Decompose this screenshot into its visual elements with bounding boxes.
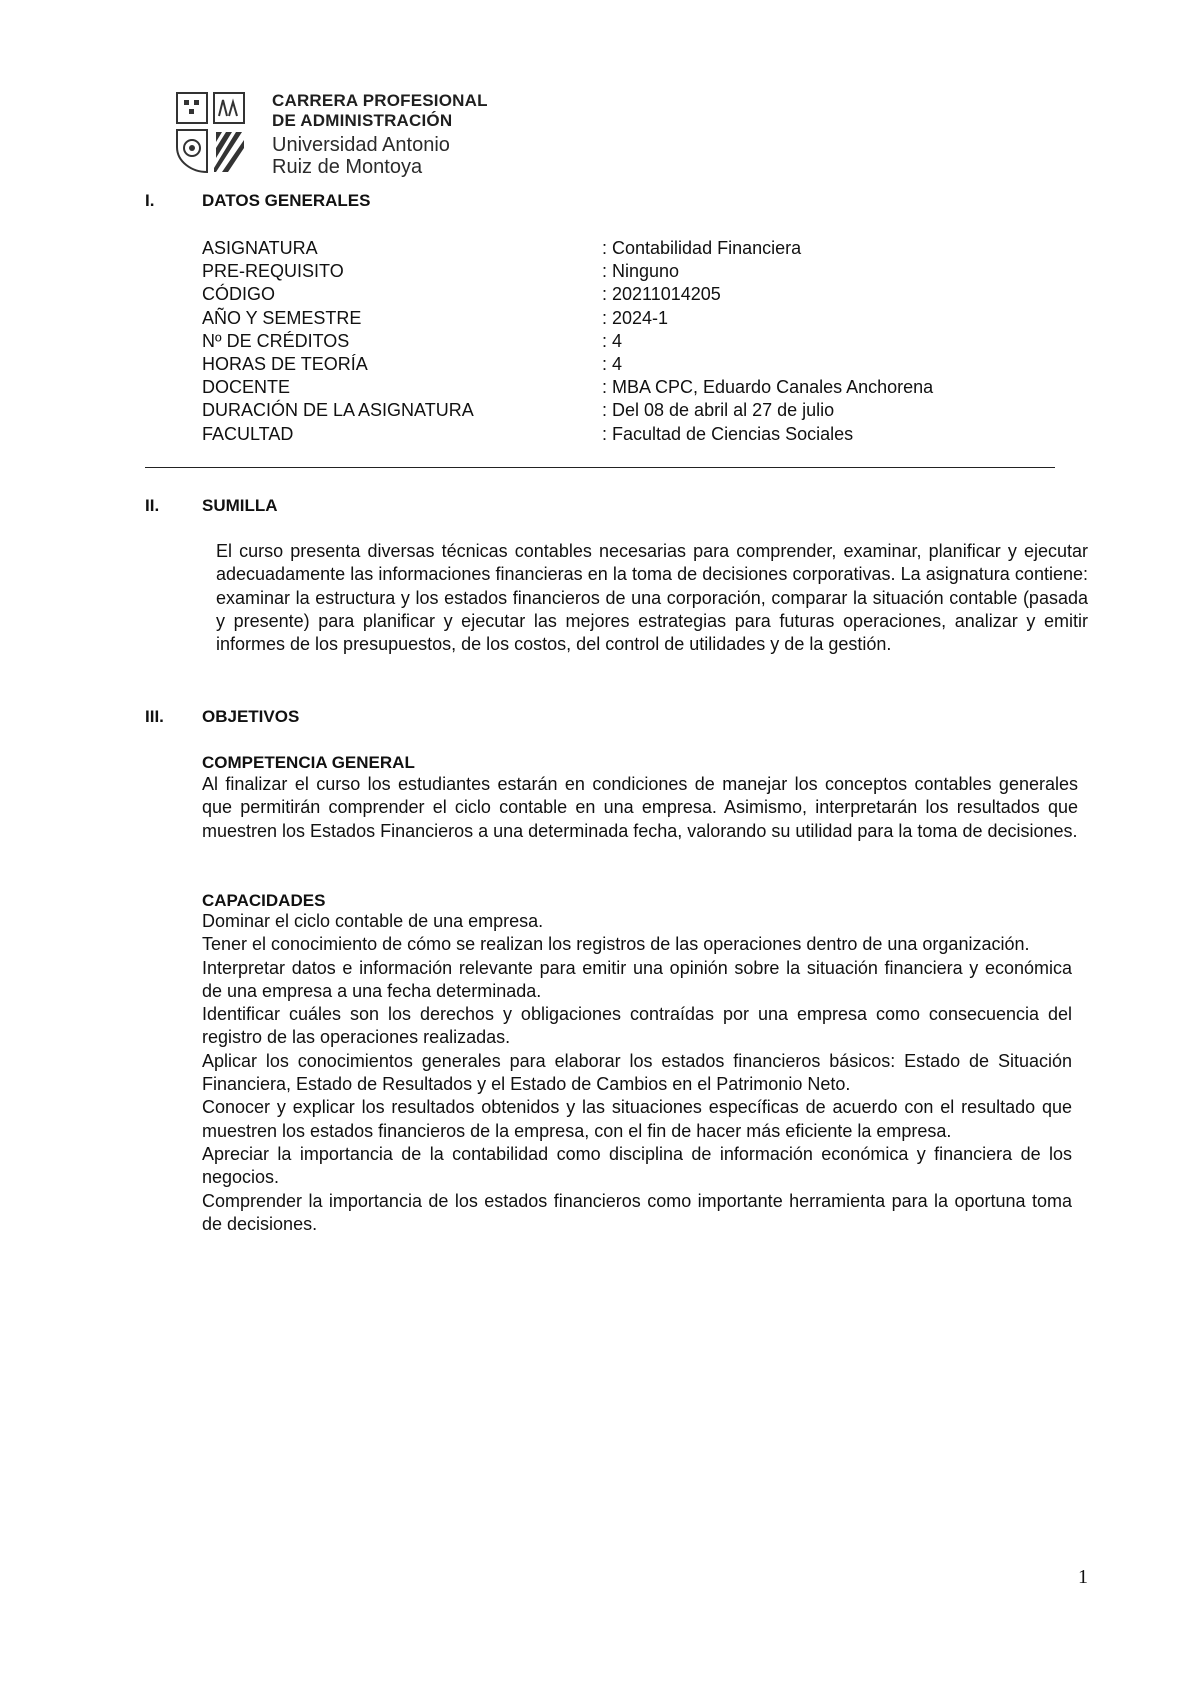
sumilla-paragraph [216,540,1088,656]
data-value: : 20211014205 [602,284,721,304]
section-2-number: II. [145,496,160,515]
section-3-title: OBJETIVOS [202,707,300,726]
data-label: ASIGNATURA [202,238,318,258]
competencia-general-paragraph [202,773,1078,843]
data-label: AÑO Y SEMESTRE [202,308,362,328]
data-value: : Del 08 de abril al 27 de julio [602,400,835,420]
logo-university-line2: Ruiz de Montoya [272,156,423,178]
data-value: : MBA CPC, Eduardo Canales Anchorena [602,377,934,397]
data-value: : Contabilidad Financiera [602,238,802,258]
data-label: Nº DE CRÉDITOS [202,331,350,351]
section-3-number: III. [145,707,164,726]
list-item: Aplicar los conocimientos generales para elaborar los estados financieros básicos: Estado de Situación Financiera, Estado de Resultados y el Estado de Cambios en el Patrimonio Neto. [202,1050,1072,1095]
list-item: Comprender la importancia de los estados financieros como importante herramienta para la oportuna toma de decisiones. [202,1190,1072,1234]
data-value: : Ninguno [602,261,680,281]
list-item: Identificar cuáles son los derechos y obligaciones contraídas por una empresa como consecuencia del registro de las operaciones realizadas. [202,1004,1072,1048]
university-logo [176,92,516,178]
data-label: DOCENTE [202,377,291,397]
data-value: : 4 [602,354,623,374]
sumilla-text: El curso presenta diversas técnicas contables necesarias para comprender, examinar, planificar y ejecutar adecuadamente las informaciones financieras en la toma de decisiones corporativas. La asignatura contiene: examinar la estructura y los estados financieros de una corporación, comparar la situación contable (pasada y presente) para planificar y ejecutar las mejores estrategias para futuras operaciones, analizar y emitir informes de los presupuestos, de los costos, del control de utilidades y de la gestión. [216,541,1088,655]
section-1-number: I. [145,191,155,210]
page-number: 1 [1078,1566,1088,1588]
section-2-title: SUMILLA [202,496,278,515]
data-value: : 2024-1 [602,308,669,328]
competencia-general-text: Al finalizar el curso los estudiantes estarán en condiciones de manejar los conceptos contables generales que permitirán comprender el ciclo contable en una empresa. Asimismo, interpretarán los resultados que muestren los Estados Financieros a una determinada fecha, valorando su utilidad para la toma de decisiones. [202,774,1078,841]
logo-title-line2: DE ADMINISTRACIÓN [272,111,453,130]
section-divider [145,467,1055,468]
data-label: FACULTAD [202,424,294,444]
list-item: Tener el conocimiento de cómo se realizan los registros de las operaciones dentro de una organización. [202,934,1030,955]
section-1-title: DATOS GENERALES [202,191,371,210]
data-label: CÓDIGO [202,284,276,304]
logo-university-line1: Universidad Antonio [272,134,450,156]
logo-text [272,92,488,179]
data-label: HORAS DE TEORÍA [202,354,368,374]
university-shield-icon [176,92,248,174]
data-value: : 4 [602,331,623,351]
capacidades-list [202,910,1072,1236]
data-label: PRE-REQUISITO [202,261,344,281]
data-label: DURACIÓN DE LA ASIGNATURA [202,400,474,420]
competencia-general-title: COMPETENCIA GENERAL [202,753,415,772]
capacidades-title: CAPACIDADES [202,891,326,910]
list-item: Apreciar la importancia de la contabilidad como disciplina de información económica y financiera de los negocios. [202,1143,1072,1188]
list-item: Dominar el ciclo contable de una empresa. [202,911,544,931]
data-value: : Facultad de Ciencias Sociales [602,424,854,444]
list-item: Conocer y explicar los resultados obtenidos y las situaciones específicas de acuerdo con el resultado que muestren los estados financieros de la empresa, con el fin de hacer más eficiente la empresa. [202,1097,1072,1141]
list-item: Interpretar datos e información relevante para emitir una opinión sobre la situación financiera y económica de una empresa a una fecha determinada. [202,957,1072,1001]
logo-title-line1: CARRERA PROFESIONAL [272,91,488,110]
